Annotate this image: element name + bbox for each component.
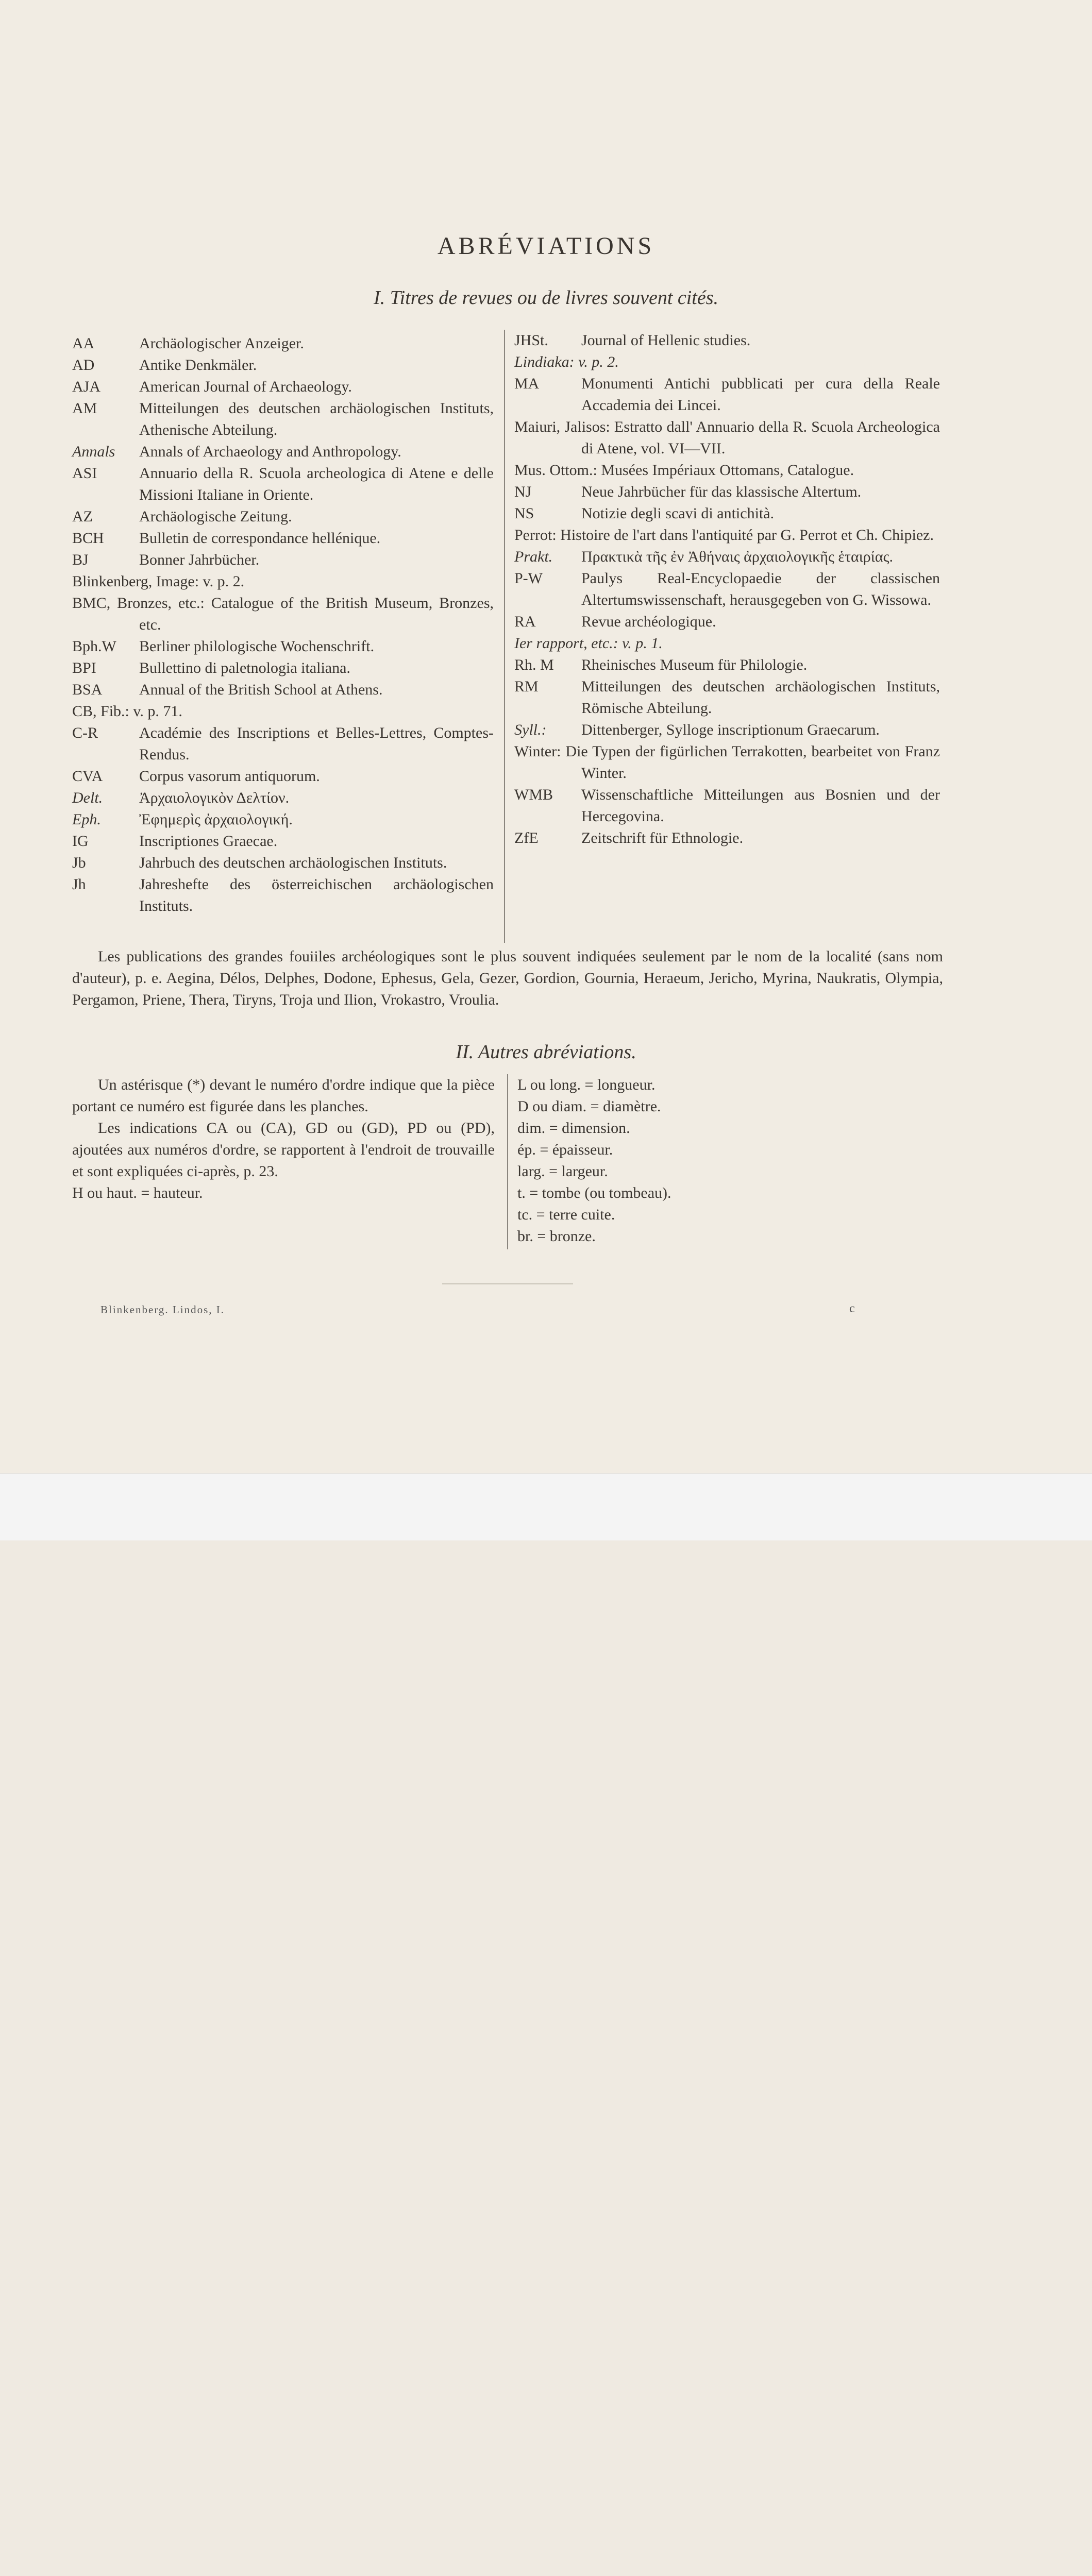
list-item: L ou long. = longueur. — [517, 1076, 656, 1093]
list-item: P-W Paulys Real-Encyclopaedie der classischen Altertumswissenschaft, herausgegeben von G. Wissowa. — [514, 570, 940, 608]
footer-rule — [442, 1283, 573, 1284]
list-item: Maiuri, Jalisos: Estratto dall' Annuario della R. Scuola Archeologica di Atene, vol. VI—VII. — [514, 418, 940, 457]
list-item: IG Inscriptiones Graecae. — [72, 833, 278, 850]
list-item: C-R Académie des Inscriptions et Belles-Lettres, Comptes-Rendus. — [72, 724, 494, 763]
list-item: ép. = épaisseur. — [517, 1141, 613, 1158]
list-item: BMC, Bronzes, etc.: Catalogue of the British Museum, Bronzes, etc. — [72, 595, 494, 633]
list-item: Jh Jahreshefte des österreichischen archäologischen Instituts. — [72, 876, 494, 914]
right-abbreviation-list — [514, 330, 940, 849]
other-abbreviations-list — [517, 1074, 878, 1247]
list-item: Eph. Ἐφημερὶς ἀρχαιολογική. — [72, 811, 293, 828]
list-item: Prakt. Πρακτικὰ τῆς ἐν Ἀθήναις ἀρχαιολογικῆς ἑταιρίας. — [514, 548, 893, 565]
list-item: Blinkenberg, Image: v. p. 2. — [72, 573, 245, 590]
list-item: D ou diam. = diamètre. — [517, 1098, 661, 1115]
list-item: Bph.W Berliner philologische Wochenschrift. — [72, 638, 375, 655]
list-item: Jb Jahrbuch des deutschen archäologischen Instituts. — [72, 854, 447, 871]
list-item: BJ Bonner Jahrbücher. — [72, 551, 260, 568]
list-item: Perrot: Histoire de l'art dans l'antiquité par G. Perrot et Ch. Chipiez. — [514, 527, 934, 544]
list-item: Winter: Die Typen der figürlichen Terrakotten, bearbeitet von Franz Winter. — [514, 743, 940, 782]
list-item: Rh. M Rheinisches Museum für Philologie. — [514, 656, 808, 673]
list-item: AA Archäologischer Anzeiger. — [72, 335, 304, 352]
section-1-title: I. Titres de revues ou de livres souvent cités. — [373, 287, 719, 309]
list-item: Mus. Ottom.: Musées Impériaux Ottomans, Catalogue. — [514, 462, 854, 479]
viewer-footer-bar — [0, 1473, 1092, 1540]
list-item: Ier rapport, etc.: v. p. 1. — [514, 635, 663, 652]
list-item: tc. = terre cuite. — [517, 1206, 615, 1223]
list-item: JHSt. Journal of Hellenic studies. — [514, 332, 751, 349]
list-item: RM Mitteilungen des deutschen archäologischen Instituts, Römische Abteilung. — [514, 678, 940, 717]
list-item: t. = tombe (ou tombeau). — [517, 1184, 671, 1201]
list-item: dim. = dimension. — [517, 1120, 630, 1137]
list-item: CVA Corpus vasorum antiquorum. — [72, 768, 320, 785]
page-title: ABRÉVIATIONS — [437, 232, 655, 260]
list-item: ZfE Zeitschrift für Ethnologie. — [514, 829, 744, 846]
list-item: CB, Fib.: v. p. 71. — [72, 703, 182, 720]
list-item: BSA Annual of the British School at Athens. — [72, 681, 383, 698]
list-item: Syll.: Dittenberger, Sylloge inscriptionum Graecarum. — [514, 721, 880, 738]
list-item: br. = bronze. — [517, 1228, 596, 1245]
list-item: BCH Bulletin de correspondance hellénique. — [72, 530, 381, 547]
other-abbreviations-text: Un astérisque (*) devant le numéro d'ordre indique que la pièce portant ce numéro est figurée dans les planches. Les indications CA ou (CA), GD ou (GD), PD ou (PD), ajoutées aux numéros d'ordre, se rapportent à l'endroit de trouvaille et sont expliquées ci-après, p. 23. H ou haut. = hauteur. — [72, 1076, 495, 1201]
list-item: AM Mitteilungen des deutschen archäologischen Instituts, Athenische Abteilung. — [72, 400, 494, 438]
list-item: WMB Wissenschaftliche Mitteilungen aus Bosnien und der Hercegovina. — [514, 786, 940, 825]
list-item: RA Revue archéologique. — [514, 613, 716, 630]
footer-signature-letter: c — [849, 1302, 855, 1315]
list-item: MA Monumenti Antichi pubblicati per cura della Reale Accademia dei Lincei. — [514, 375, 940, 414]
list-item: NJ Neue Jahrbücher für das klassische Altertum. — [514, 483, 862, 500]
list-item: Delt. Ἀρχαιολογικὸν Δελτίον. — [72, 789, 290, 806]
column-divider — [507, 1074, 508, 1249]
list-item: ASI Annuario della R. Scuola archeologica di Atene e delle Missioni Italiane in Oriente. — [72, 465, 494, 503]
column-divider — [504, 330, 505, 943]
list-item: AJA American Journal of Archaeology. — [72, 378, 352, 395]
list-item: AZ Archäologische Zeitung. — [72, 508, 292, 525]
section-2-title: II. Autres abréviations. — [456, 1041, 636, 1063]
list-item: Annals Annals of Archaeology and Anthropology. — [72, 443, 401, 460]
list-item: NS Notizie degli scavi di antichità. — [514, 505, 775, 522]
left-abbreviation-list — [72, 333, 494, 917]
publications-note: Les publications des grandes fouiiles archéologiques sont le plus souvent indiquées seulement par le nom de la localité (sans nom d'auteur), p. e. Aegina, Délos, Delphes, Dodone, Ephesus, Gela, Gezer, Gordion, Gournia, Heraeum, Jericho, Myrina, Naukratis, Olympia, Pergamon, Priene, Thera, Tiryns, Troja und Ilion, Vrokastro, Vroulia. — [72, 948, 943, 1008]
list-item: AD Antike Denkmäler. — [72, 357, 257, 374]
list-item: BPI Bullettino di paletnologia italiana. — [72, 659, 350, 676]
list-item: larg. = largeur. — [517, 1163, 608, 1180]
footer-signature: Blinkenberg. Lindos, I. — [100, 1303, 225, 1316]
list-item: Lindiaka: v. p. 2. — [514, 353, 619, 370]
